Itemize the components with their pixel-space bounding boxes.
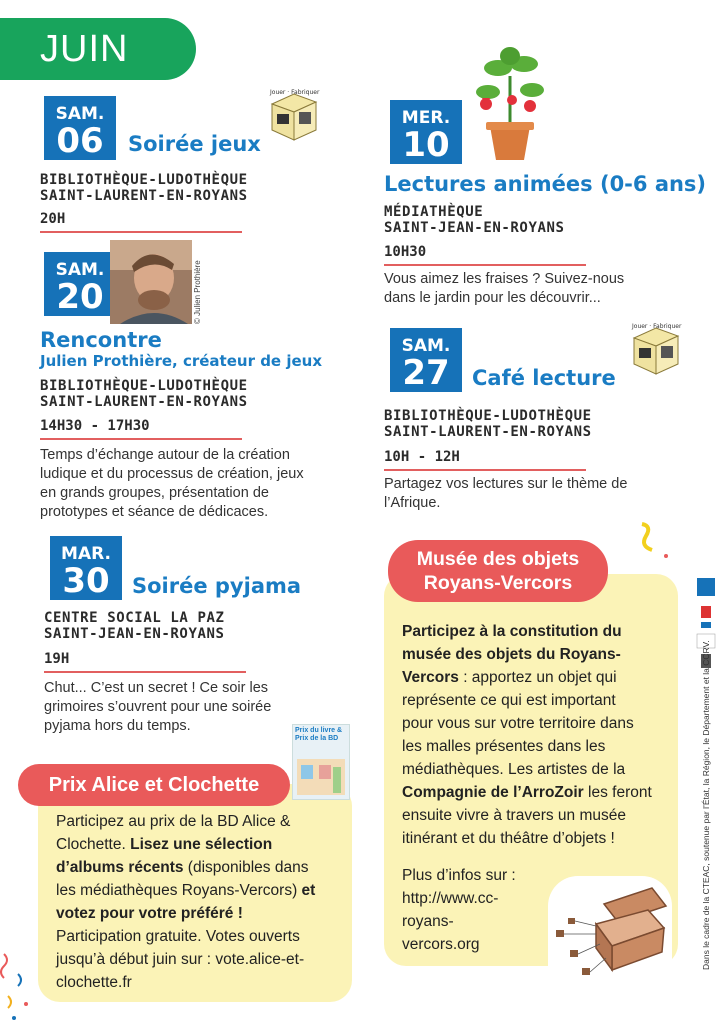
venue-line: SAINT-LAURENT-EN-ROYANS: [384, 424, 592, 440]
venue-line: BIBLIOTHÈQUE-LUDOTHÈQUE: [40, 172, 248, 188]
date-day: 06: [56, 121, 104, 161]
text-line: [402, 643, 652, 666]
date-day: 27: [402, 353, 450, 393]
desc-line: prototypes et séance de dédicaces.: [40, 504, 269, 520]
date-dow: SAM.: [55, 260, 105, 280]
divider: [384, 264, 586, 266]
date-dow: MAR.: [61, 544, 111, 564]
text-line: itinérant et du théâtre d’objets !: [402, 830, 615, 847]
event-venue: [384, 204, 565, 236]
text-bold: Lisez une sélection: [130, 836, 273, 853]
venue-line: BIBLIOTHÈQUE-LUDOTHÈQUE: [40, 378, 248, 394]
date-dow: MER.: [401, 108, 451, 128]
event-time: 20H: [40, 211, 66, 227]
desc-line: Partagez vos lectures sur le thème de: [384, 476, 628, 492]
musee-title-line: Musée des objets: [416, 548, 580, 570]
event-title-soiree-pyjama: Soirée pyjama: [132, 574, 302, 598]
text-bold: et: [301, 882, 316, 899]
text-span: les médiathèques Royans-Vercors): [56, 882, 302, 899]
desc-line: Vous aimez les fraises ? Suivez-nous: [384, 271, 625, 287]
venue-line: SAINT-LAURENT-EN-ROYANS: [40, 394, 248, 410]
svg-text:Jouer · Fabriquer: Jouer · Fabriquer: [632, 323, 682, 330]
text-line: [56, 902, 315, 925]
divider: [40, 438, 242, 440]
prix-text: [56, 810, 315, 994]
event-venue: [384, 408, 592, 440]
musee-title-pill: [388, 540, 608, 602]
event-description: [40, 446, 304, 522]
confetti-decoration: [0, 944, 40, 1024]
event-subtitle: Julien Prothière, créateur de jeux: [40, 352, 322, 370]
event-time: 14H30 - 17H30: [40, 418, 150, 434]
event-venue: [40, 378, 248, 410]
date-badge-sam-27: [390, 328, 462, 392]
date-badge-mer-10: [390, 100, 462, 164]
text-line: Participez au prix de la BD Alice &: [56, 813, 291, 830]
text-line: les malles présentes dans les: [402, 738, 606, 755]
text-bold: d’albums récents: [56, 859, 184, 876]
text-span: (disponibles dans: [183, 859, 309, 876]
venue-line: SAINT-JEAN-EN-ROYANS: [384, 220, 565, 236]
text-line: [56, 879, 315, 902]
date-badge-sam-20: [44, 252, 116, 316]
desc-line: grimoires s’ouvrent pour une soirée: [44, 699, 272, 715]
divider: [44, 671, 246, 673]
text-line: Plus d’infos sur :: [402, 867, 516, 884]
text-span: Clochette.: [56, 836, 131, 853]
date-badge-mar-30: [50, 536, 122, 600]
confetti-decoration: [634, 516, 674, 562]
strawberry-plant-icon: [470, 46, 550, 162]
desc-line: Chut... C’est un secret ! Ce soir les: [44, 680, 269, 696]
musee-more-info: [402, 864, 516, 956]
text-line: médiathèques. Les artistes de la: [402, 761, 626, 778]
text-line: jusqu’à début juin sur : vote.alice-et-: [56, 951, 305, 968]
side-credit-text: Dans le cadre de la CTEAC, soutenue par l’État, la Région, le Département et la CCRV.: [701, 640, 711, 970]
event-description: [384, 270, 624, 308]
portrait-photo: [110, 240, 192, 324]
date-dow: SAM.: [55, 104, 105, 124]
date-day: 30: [62, 561, 110, 601]
game-cube-icon: [626, 322, 682, 376]
text-line: clochette.fr: [56, 974, 132, 991]
chest-illustration: [552, 880, 672, 984]
text-line: [402, 781, 652, 804]
divider: [40, 231, 242, 233]
musee-text: [402, 620, 652, 850]
portrait-illustration: [110, 240, 192, 324]
text-bold: Vercors: [402, 669, 459, 686]
url-line[interactable]: royans-: [402, 913, 454, 930]
photo-credit: © Julien Prothière: [193, 260, 202, 324]
text-line: [402, 666, 652, 689]
text-line: Participation gratuite. Votes ouverts: [56, 928, 300, 945]
text-bold: Participez à la constitution du: [402, 623, 622, 640]
venue-line: CENTRE SOCIAL LA PAZ: [44, 610, 225, 626]
prix-title-pill: Prix Alice et Clochette: [18, 764, 290, 806]
book-illustration: [293, 745, 349, 799]
event-time: 10H - 12H: [384, 449, 460, 465]
desc-line: en grands groupes, présentation de: [40, 485, 269, 501]
text-line: [402, 620, 652, 643]
text-line: [56, 856, 315, 879]
musee-title-line: Royans-Vercors: [423, 572, 573, 594]
venue-line: MÉDIATHÈQUE: [384, 204, 484, 220]
desc-line: dans le jardin pour les découvrir...: [384, 290, 601, 306]
event-venue: [40, 172, 248, 204]
url-line[interactable]: vercors.org: [402, 936, 480, 953]
venue-line: SAINT-JEAN-EN-ROYANS: [44, 626, 225, 642]
side-credit: [701, 590, 715, 970]
svg-text:Jouer · Fabriquer: Jouer · Fabriquer: [270, 89, 320, 96]
text-line: pour vous sur votre territoire dans: [402, 715, 634, 732]
desc-line: l’Afrique.: [384, 495, 441, 511]
book-cover-label: Prix du livre & Prix de la BD: [295, 727, 343, 742]
divider: [384, 469, 586, 471]
book-cover: [292, 724, 350, 800]
venue-line: SAINT-LAURENT-EN-ROYANS: [40, 188, 248, 204]
desc-line: pyjama hors du temps.: [44, 718, 191, 734]
text-line: ensuite vivre à travers un musée: [402, 807, 626, 824]
game-cube-icon: [264, 88, 320, 142]
text-line: [56, 833, 315, 856]
event-time: 10H30: [384, 244, 427, 260]
venue-line: BIBLIOTHÈQUE-LUDOTHÈQUE: [384, 408, 592, 424]
date-badge-sam-06: [44, 96, 116, 160]
text-bold: musée des objets du Royans-: [402, 646, 621, 663]
event-description: [44, 679, 271, 736]
text-bold: Compagnie de l’ArroZoir: [402, 784, 584, 801]
text-bold: votez pour votre préféré !: [56, 905, 243, 922]
event-description: [384, 475, 627, 513]
month-tab: [0, 18, 196, 80]
text-span: : apportez un objet qui: [458, 669, 617, 686]
event-title-cafe-lecture: Café lecture: [472, 366, 616, 390]
event-venue: [44, 610, 225, 642]
text-line: représente ce qui est important: [402, 692, 616, 709]
date-dow: SAM.: [401, 336, 451, 356]
event-time: 19H: [44, 651, 70, 667]
date-day: 10: [402, 125, 450, 165]
month-label: JUIN: [40, 28, 129, 70]
event-title-rencontre: Rencontre: [40, 328, 162, 352]
event-title-soiree-jeux: Soirée jeux: [128, 132, 261, 156]
text-span: les feront: [583, 784, 652, 801]
desc-line: Temps d’échange autour de la création: [40, 447, 290, 463]
desc-line: ludique et du processus de création, jeux: [40, 466, 304, 482]
date-day: 20: [56, 277, 104, 317]
event-title-lectures-animees: Lectures animées (0-6 ans): [384, 172, 707, 196]
url-line[interactable]: http://www.cc-: [402, 890, 499, 907]
